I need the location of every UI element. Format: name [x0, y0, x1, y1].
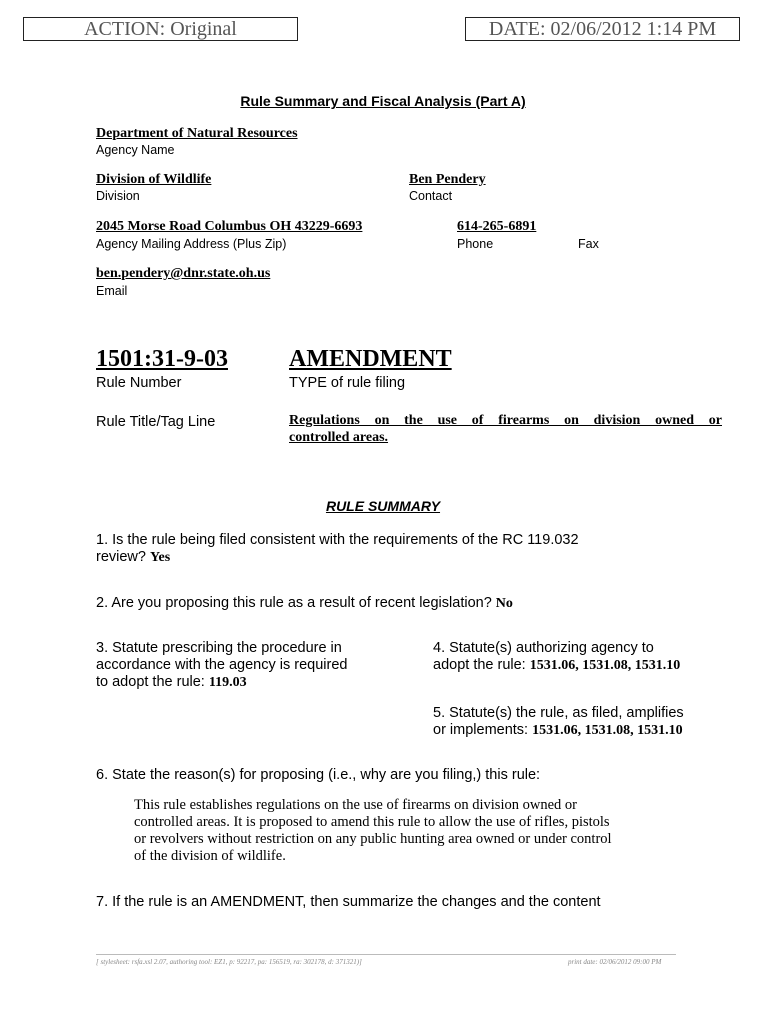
agency-name-value: Department of Natural Resources — [96, 126, 298, 141]
email-label: Email — [96, 284, 128, 298]
question-5-answer: 1531.06, 1531.08, 1531.10 — [532, 723, 683, 738]
question-4-line1: 4. Statute(s) authorizing agency to — [433, 640, 654, 656]
division-label: Division — [96, 189, 140, 203]
footer-stylesheet-info: [ stylesheet: rsfa.xsl 2.07, authoring tool: EZ1, p: 92217, pa: 156519, ra: 302178, d: 371321)] — [96, 958, 362, 966]
question-1-answer: Yes — [150, 550, 171, 565]
question-3-answer: 119.03 — [208, 675, 247, 690]
division-value: Division of Wildlife — [96, 172, 212, 187]
question-5-line1: 5. Statute(s) the rule, as filed, amplifies — [433, 705, 684, 721]
rule-title-label: Rule Title/Tag Line — [96, 414, 216, 430]
rule-title-line2: controlled areas. — [289, 430, 389, 445]
question-2-text: 2. Are you proposing this rule as a result of recent legislation? — [96, 595, 496, 611]
question-1-line2 — [96, 549, 579, 566]
rule-title-value — [289, 412, 722, 446]
question-4 — [433, 640, 680, 674]
question-2 — [96, 595, 513, 612]
question-6-answer-line: of the division of wildlife. — [134, 848, 286, 864]
contact-value: Ben Pendery — [409, 172, 486, 187]
footer-divider — [96, 954, 676, 955]
question-5 — [433, 705, 684, 739]
question-2-answer: No — [495, 596, 513, 611]
question-3 — [96, 640, 347, 691]
agency-name-label: Agency Name — [96, 143, 175, 157]
rule-summary-heading: RULE SUMMARY — [325, 498, 441, 514]
question-1 — [96, 532, 579, 566]
email-value: ben.pendery@dnr.state.oh.us — [96, 266, 271, 281]
contact-label: Contact — [409, 189, 453, 203]
phone-value: 614-265-6891 — [457, 219, 537, 234]
question-7: 7. If the rule is an AMENDMENT, then summarize the changes and the content — [96, 894, 601, 910]
rule-title-line1: Regulations on the use of firearms on division owned or — [289, 413, 722, 428]
question-3-line1: 3. Statute prescribing the procedure in — [96, 640, 342, 656]
question-6-answer-line: controlled areas. It is proposed to amend this rule to allow the use of rifles, pistols — [134, 814, 610, 830]
fax-label: Fax — [578, 237, 599, 251]
action-box — [23, 17, 298, 41]
page-title: Rule Summary and Fiscal Analysis (Part A) — [240, 93, 526, 109]
question-1-line2-text: review? — [96, 549, 150, 565]
phone-label: Phone — [457, 237, 494, 251]
question-5-line2 — [433, 722, 684, 739]
question-3-line2: accordance with the agency is required — [96, 657, 348, 673]
question-4-line2 — [433, 657, 680, 674]
date-box — [465, 17, 740, 41]
question-5-line2-text: or implements: — [433, 722, 533, 738]
address-label: Agency Mailing Address (Plus Zip) — [96, 237, 287, 251]
question-3-line3-text: to adopt the rule: — [96, 674, 209, 690]
question-3-line3 — [96, 674, 347, 691]
rule-number-label: Rule Number — [96, 375, 182, 391]
filing-type-value: AMENDMENT — [289, 346, 452, 372]
question-6-answer-line: or revolvers without restriction on any public hunting area owned or under control — [134, 831, 612, 847]
question-6-answer — [134, 797, 612, 865]
rule-number-value: 1501:31-9-03 — [96, 346, 228, 372]
action-text: ACTION: Original — [84, 17, 237, 40]
question-6-answer-line: This rule establishes regulations on the use of firearms on division owned or — [134, 797, 577, 813]
filing-type-label: TYPE of rule filing — [289, 375, 406, 391]
question-1-line1: 1. Is the rule being filed consistent with the requirements of the RC 119.032 — [96, 532, 579, 548]
question-6: 6. State the reason(s) for proposing (i.e., why are you filing,) this rule: — [96, 767, 541, 783]
address-value: 2045 Morse Road Columbus OH 43229-6693 — [96, 219, 363, 234]
question-4-answer: 1531.06, 1531.08, 1531.10 — [529, 658, 681, 673]
question-4-line2-text: adopt the rule: — [433, 657, 530, 673]
date-text: DATE: 02/06/2012 1:14 PM — [488, 17, 717, 40]
footer-print-date: print date: 02/06/2012 09:00 PM — [568, 958, 662, 966]
